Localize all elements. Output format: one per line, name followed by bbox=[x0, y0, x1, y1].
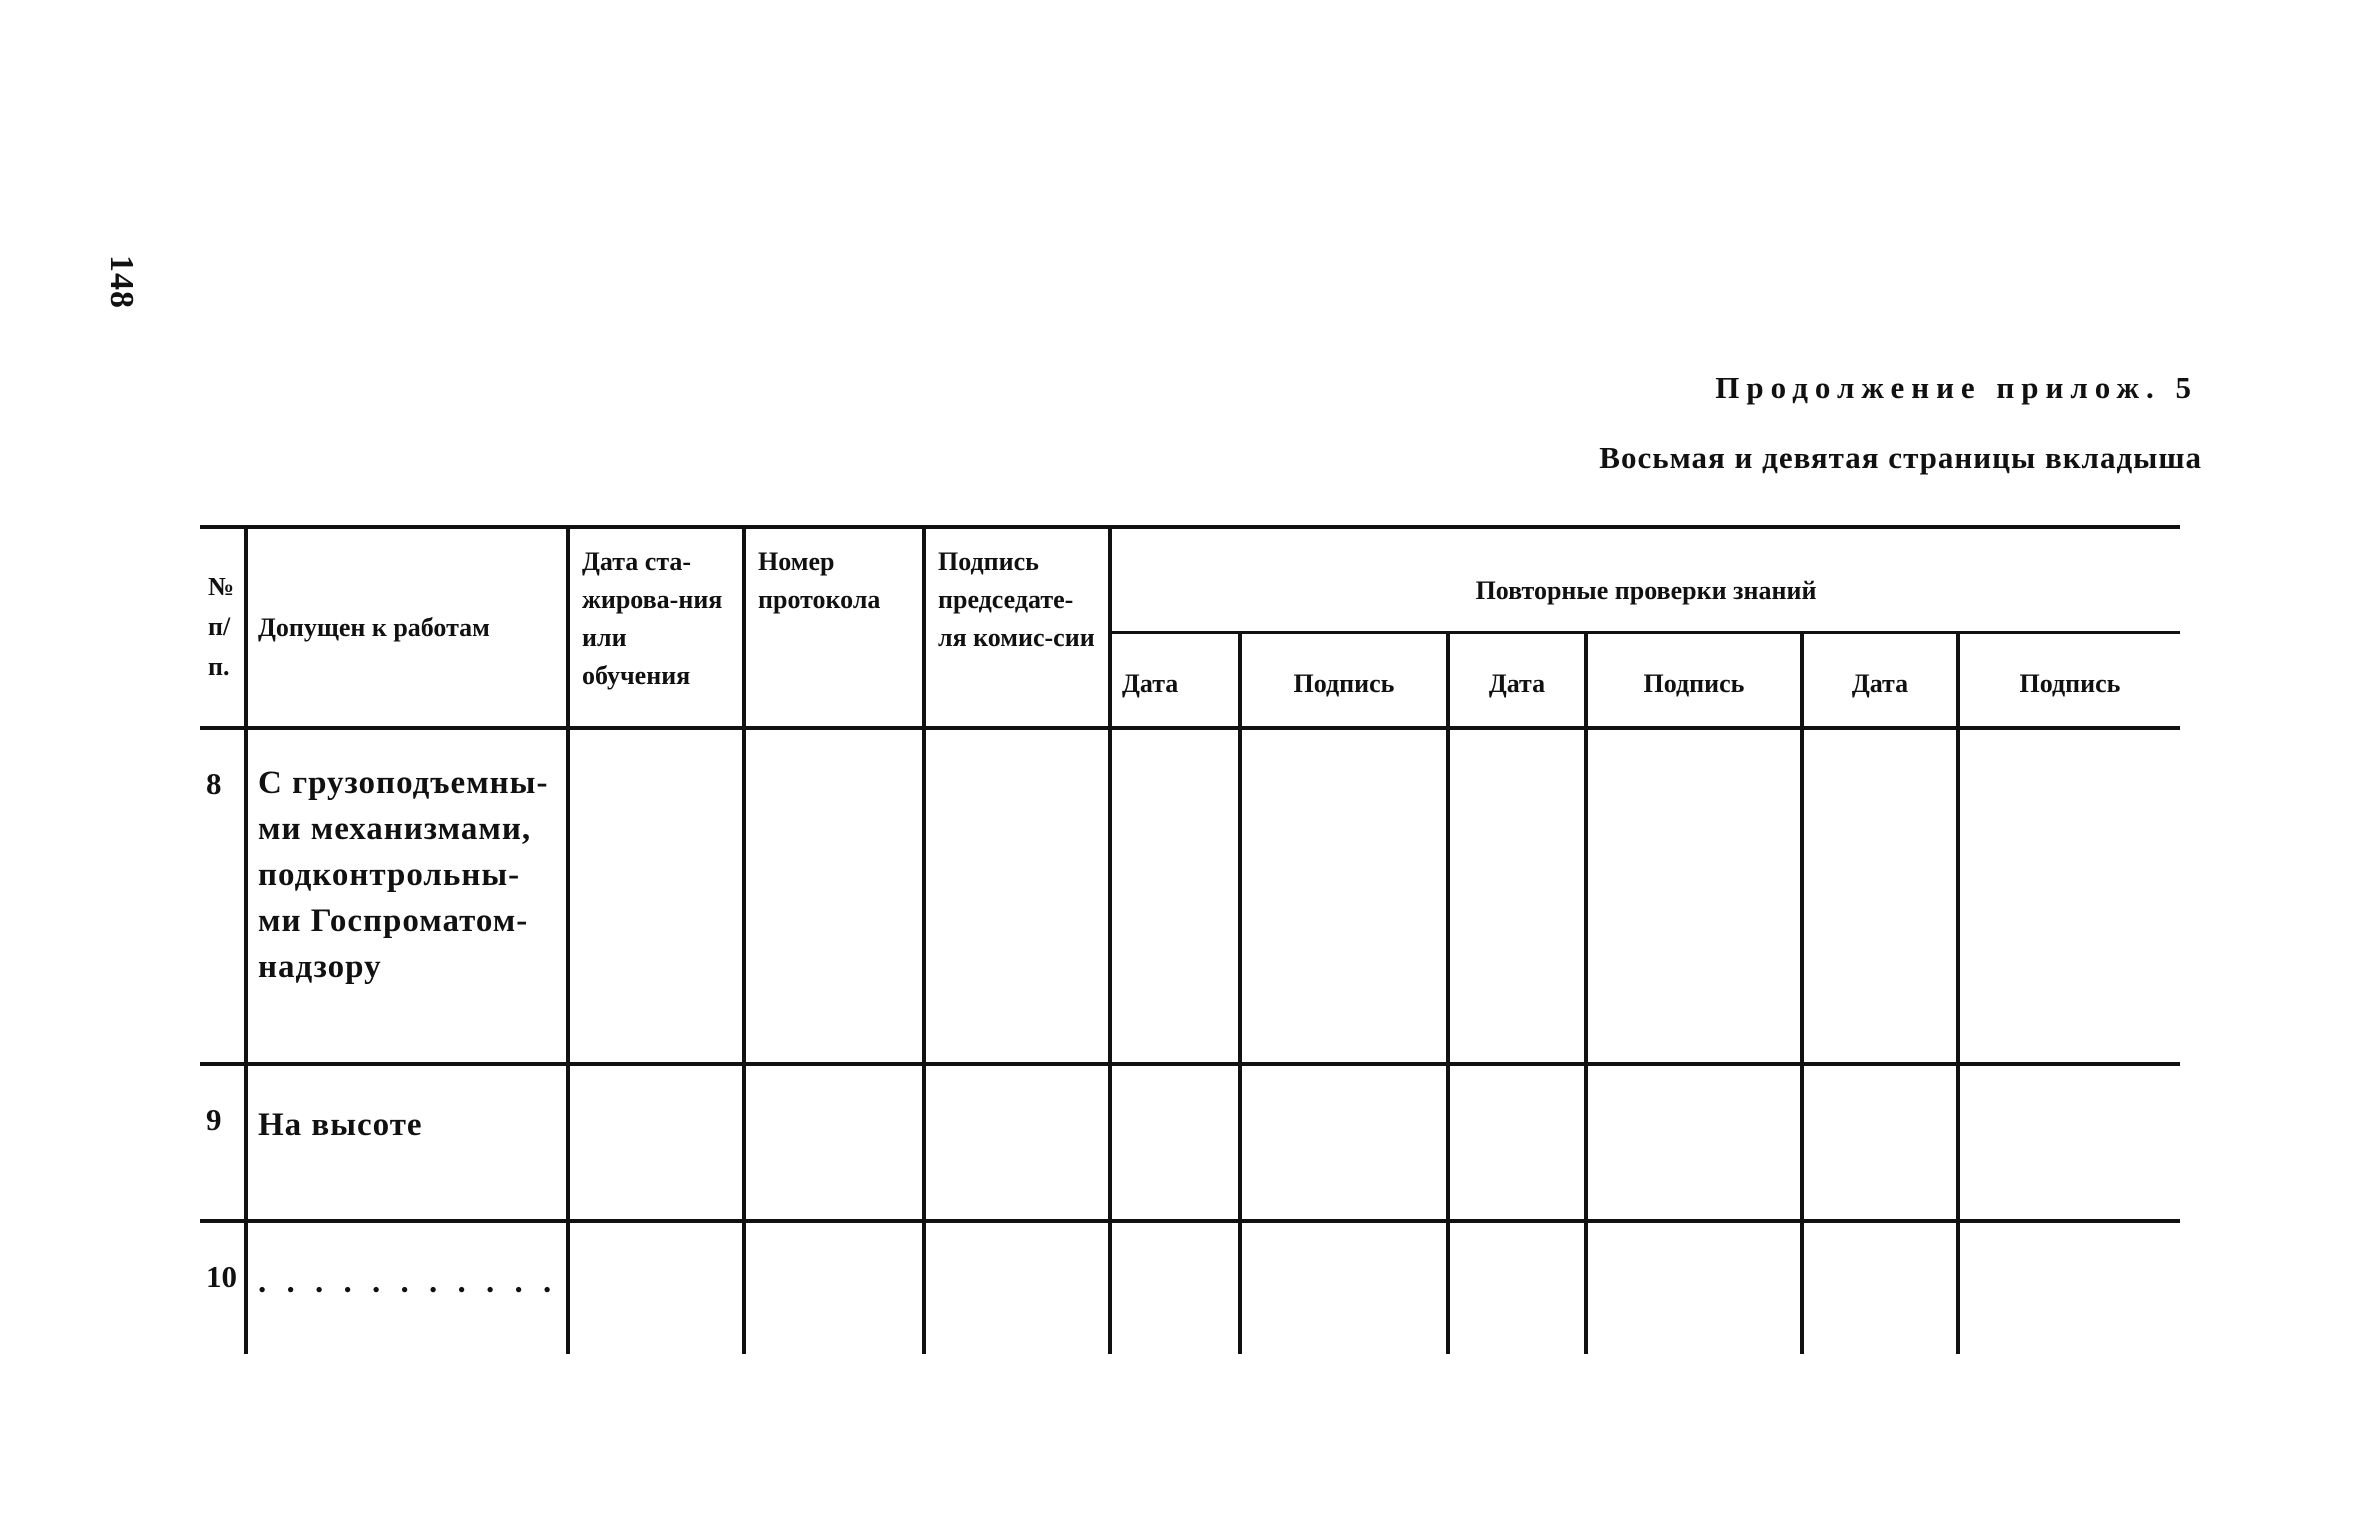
table-header-row bbox=[200, 527, 2180, 633]
row-training-date[interactable] bbox=[568, 1221, 744, 1354]
row-signature-3[interactable] bbox=[1958, 1064, 2180, 1221]
row-signature-2[interactable] bbox=[1586, 728, 1802, 1064]
header-admitted: Допущен к работам bbox=[246, 527, 568, 728]
row-date-2[interactable] bbox=[1448, 1221, 1586, 1354]
row-num: 8 bbox=[200, 728, 246, 1064]
header-date-1: Дата bbox=[1110, 633, 1240, 729]
row-admitted: На высоте bbox=[246, 1064, 568, 1221]
row-signature-2[interactable] bbox=[1586, 1064, 1802, 1221]
header-signature-1: Подпись bbox=[1240, 633, 1448, 729]
row-date-3[interactable] bbox=[1802, 728, 1958, 1064]
row-date-2[interactable] bbox=[1448, 1064, 1586, 1221]
header-signature-2: Подпись bbox=[1586, 633, 1802, 729]
row-signature-2[interactable] bbox=[1586, 1221, 1802, 1354]
page-number: 148 bbox=[103, 255, 140, 309]
table-row bbox=[200, 728, 2180, 1064]
row-signature-3[interactable] bbox=[1958, 728, 2180, 1064]
header-repeat-checks: Повторные проверки знаний bbox=[1110, 527, 2180, 633]
row-signature-1[interactable] bbox=[1240, 728, 1448, 1064]
header-training-date: Дата ста-жирова-ния или обучения bbox=[568, 527, 744, 728]
header-date-2: Дата bbox=[1448, 633, 1586, 729]
row-num: 10 bbox=[200, 1221, 246, 1354]
row-protocol-number[interactable] bbox=[744, 1221, 924, 1354]
row-chair-signature[interactable] bbox=[924, 1221, 1110, 1354]
row-admitted: . . . . . . . . . . . bbox=[246, 1221, 568, 1354]
table-row bbox=[200, 1221, 2180, 1354]
header-num: № п/ п. bbox=[200, 527, 246, 728]
header-date-3: Дата bbox=[1802, 633, 1958, 729]
row-chair-signature[interactable] bbox=[924, 1064, 1110, 1221]
row-signature-1[interactable] bbox=[1240, 1221, 1448, 1354]
row-date-3[interactable] bbox=[1802, 1064, 1958, 1221]
continuation-title: Продолжение прилож. 5 bbox=[1715, 370, 2198, 405]
row-protocol-number[interactable] bbox=[744, 1064, 924, 1221]
header-protocol-number: Номер протокола bbox=[744, 527, 924, 728]
table-row bbox=[200, 1064, 2180, 1221]
row-date-1[interactable] bbox=[1110, 1221, 1240, 1354]
row-admitted: С грузоподъемны-ми механизмами, подконтрольны-ми Госпроматом-надзору bbox=[246, 728, 568, 1064]
knowledge-check-table bbox=[200, 525, 2180, 1354]
row-date-3[interactable] bbox=[1802, 1221, 1958, 1354]
row-num: 9 bbox=[200, 1064, 246, 1221]
row-training-date[interactable] bbox=[568, 728, 744, 1064]
page-subtitle: Восьмая и девятая страницы вкладыша bbox=[1599, 440, 2202, 475]
header-signature-3: Подпись bbox=[1958, 633, 2180, 729]
row-date-1[interactable] bbox=[1110, 728, 1240, 1064]
row-training-date[interactable] bbox=[568, 1064, 744, 1221]
row-signature-3[interactable] bbox=[1958, 1221, 2180, 1354]
row-protocol-number[interactable] bbox=[744, 728, 924, 1064]
row-signature-1[interactable] bbox=[1240, 1064, 1448, 1221]
row-chair-signature[interactable] bbox=[924, 728, 1110, 1064]
row-date-2[interactable] bbox=[1448, 728, 1586, 1064]
header-chair-signature: Подпись председате-ля комис-сии bbox=[924, 527, 1110, 728]
row-date-1[interactable] bbox=[1110, 1064, 1240, 1221]
